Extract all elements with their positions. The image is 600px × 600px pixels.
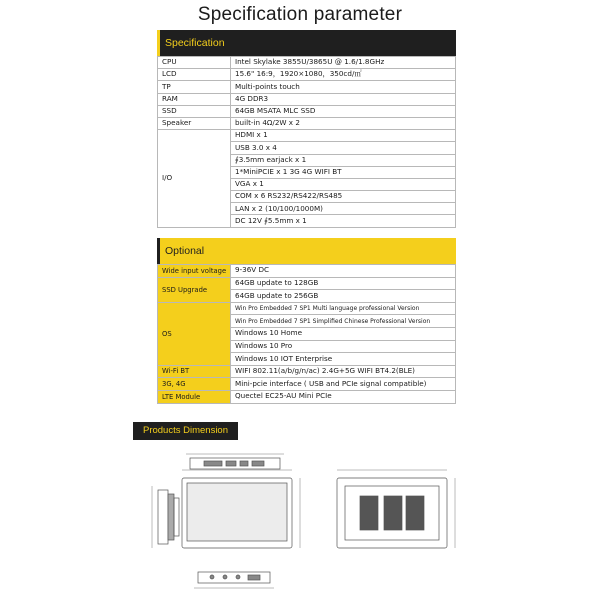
optional-value: WIFI 802.11(a/b/g/n/ac) 2.4G+5G WIFI BT4.2(BLE) xyxy=(231,365,456,378)
optional-label: 3G, 4G xyxy=(158,378,231,391)
top-view-drawing xyxy=(186,454,284,469)
spec-value: 15.6" 16:9，1920×1080，350cd/㎡ xyxy=(231,69,456,81)
io-value: VGA x 1 xyxy=(231,178,456,190)
io-label: I/O xyxy=(158,130,231,228)
back-view-drawing xyxy=(337,470,455,548)
optional-value: Win Pro Embedded 7 SP1 Multi language professional Version xyxy=(231,302,456,315)
optional-value: Win Pro Embedded 7 SP1 Simplified Chinese Professional Version xyxy=(231,315,456,328)
products-dimension-header: Products Dimension xyxy=(133,422,238,440)
io-value: LAN x 2 (10/100/1000M) xyxy=(231,203,456,215)
optional-value: 64GB update to 256GB xyxy=(231,290,456,303)
spec-label: LCD xyxy=(158,69,231,81)
spec-label: SSD xyxy=(158,105,231,117)
optional-header-title: Optional xyxy=(165,245,205,257)
optional-label: Wi-Fi BT xyxy=(158,365,231,378)
io-value: COM x 6 RS232/RS422/RS485 xyxy=(231,191,456,203)
io-value: DC 12V ∮5.5mm x 1 xyxy=(231,215,456,227)
optional-value: Mini-pcie interface ( USB and PCIe signal compatible) xyxy=(231,378,456,391)
side-view-drawing xyxy=(152,486,179,548)
optional-value: Quectel EC25-AU Mini PCIe xyxy=(231,390,456,403)
specification-header-title: Specification xyxy=(165,37,225,49)
io-value: USB 3.0 x 4 xyxy=(231,142,456,154)
spec-value: built-in 4Ω/2W x 2 xyxy=(231,117,456,129)
page-title: Specification parameter xyxy=(197,4,403,25)
optional-value: Windows 10 Home xyxy=(231,327,456,340)
spec-value: Multi-points touch xyxy=(231,81,456,93)
spec-value: Intel Skylake 3855U/3865U @ 1.6/1.8GHz xyxy=(231,57,456,69)
optional-value: 64GB update to 128GB xyxy=(231,277,456,290)
optional-value: Windows 10 IOT Enterprise xyxy=(231,353,456,366)
optional-value: 9-36V DC xyxy=(231,265,456,278)
spec-label: Speaker xyxy=(158,117,231,129)
spec-value: 64GB MSATA MLC SSD xyxy=(231,105,456,117)
spec-label: CPU xyxy=(158,57,231,69)
optional-label: SSD Upgrade xyxy=(158,277,231,302)
io-value: HDMI x 1 xyxy=(231,130,456,142)
optional-label: Wide input voltage xyxy=(158,265,231,278)
spec-label: RAM xyxy=(158,93,231,105)
optional-value: Windows 10 Pro xyxy=(231,340,456,353)
optional-label: OS xyxy=(158,302,231,365)
optional-label: LTE Module xyxy=(158,390,231,403)
spec-value: 4G DDR3 xyxy=(231,93,456,105)
io-value: 1*MiniPCIE x 1 3G 4G WIFI BT xyxy=(231,166,456,178)
spec-label: TP xyxy=(158,81,231,93)
bottom-view-drawing xyxy=(194,572,274,588)
front-view-drawing xyxy=(182,470,300,548)
io-value: ∮3.5mm earjack x 1 xyxy=(231,154,456,166)
